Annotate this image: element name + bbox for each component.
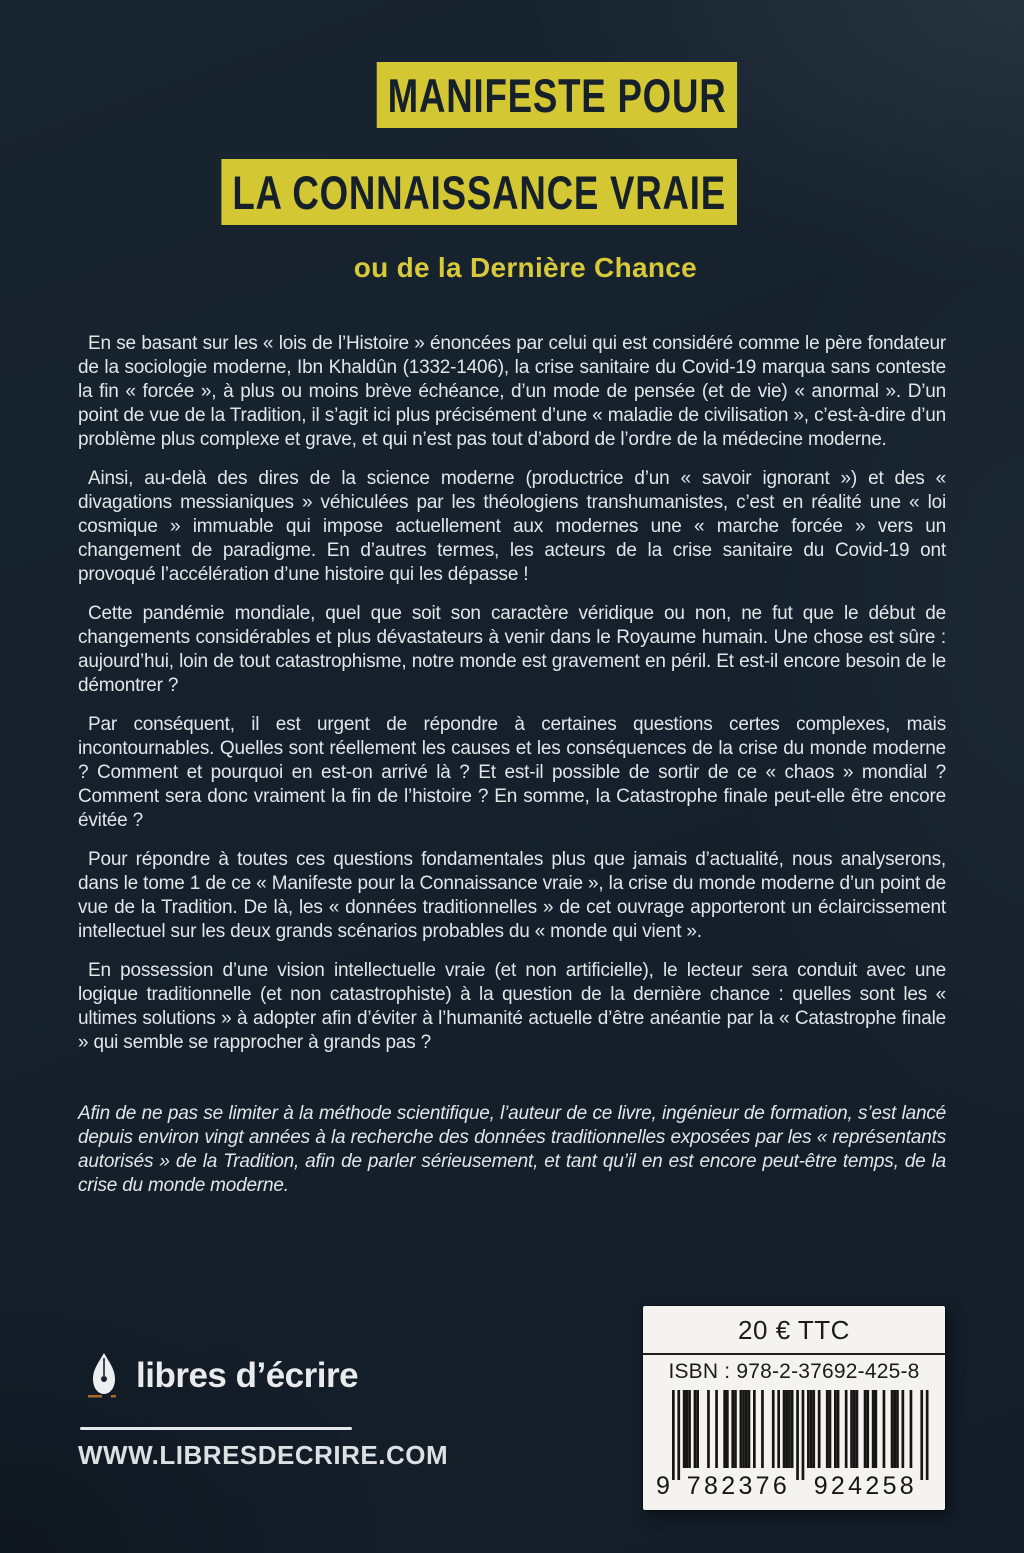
blurb-paragraph: Ainsi, au-delà des dires de la science moderne (productrice d’un « savoir ignorant ») et des « divagations messianiques » véhiculées par les théologiens transhumanistes, c’est en réalité une « loi cosmique » immuable qui impose actuellement aux modernes une « marche forcée » vers un changement de paradigme. En d’autres termes, les acteurs de la crise sanitaire du Covid-19 ont provoqué l’accélération d’une histoire qui les dépasse ! xyxy=(78,468,946,585)
title-block xyxy=(76,62,737,225)
title-line-2: LA CONNAISSANCE VRAIE xyxy=(221,159,737,225)
svg-text:9: 9 xyxy=(655,1472,670,1500)
blurb-paragraph: En se basant sur les « lois de l’Histoire » énoncées par celui qui est considéré comme le père fondateur de la sociologie moderne, Ibn Khaldûn (1332-1406), la crise sanitaire du Covid-19 marqua sans conteste la fin « forcée », à plus ou moins brève échéance, d’un mode de pensée (et de vie) « anormal ». D’un point de vue de la Tradition, il s’agit ici plus précisément d’une « maladie de civilisation », c’est-à-dire d’un problème plus complexe et grave, et qui n’est pas tout d’abord de l’ordre de la médecine moderne. xyxy=(78,333,946,450)
publisher-logo xyxy=(84,1352,358,1400)
blurb-text xyxy=(78,332,946,1198)
logo-divider xyxy=(80,1427,352,1430)
blurb-paragraph: Pour répondre à toutes ces questions fondamentales plus que jamais d’actualité, nous analyserons, dans le tome 1 de ce « Manifeste pour la Connaissance vraie », la crise du monde moderne d’un point de vue de la Tradition. De là, les « données traditionnelles » de cet ouvrage apporteront un éclaircissement intellectuel sur les deux grands scénarios probables du « monde qui vient ». xyxy=(78,849,946,942)
publisher-website: WWW.LIBRESDECRIRE.COM xyxy=(78,1440,449,1470)
svg-text:782376: 782376 xyxy=(686,1472,787,1500)
title-line-1: MANIFESTE POUR xyxy=(376,62,737,128)
author-note: Afin de ne pas se limiter à la méthode scientifique, l’auteur de ce livre, ingénieur de formation, s’est lancé depuis environ vingt années à la recherche des données traditionnelles exposées par les « représentants autorisés » de la Tradition, afin de parler sérieusement, et tant qu’il en est encore peut-être temps, de la crise du monde moderne. xyxy=(78,1103,946,1196)
price-divider xyxy=(643,1353,945,1355)
ean-barcode xyxy=(643,1390,945,1500)
price: 20 € TTC xyxy=(738,1315,850,1345)
svg-text:924258: 924258 xyxy=(813,1472,914,1500)
barcode-box xyxy=(643,1306,945,1510)
publisher-name: libres d’écrire xyxy=(136,1356,359,1395)
blurb-paragraph: Cette pandémie mondiale, quel que soit son caractère véridique ou non, ne fut que le début de changements considérables et plus dévastateurs à venir dans le Royaume humain. Une chose est sûre : aujourd’hui, loin de tout catastrophisme, notre monde est gravement en péril. Et est-il encore besoin de le démontrer ? xyxy=(78,603,946,696)
blurb-paragraph: En possession d’une vision intellectuelle vraie (et non artificielle), le lecteur sera conduit avec une logique traditionnelle (et non catastrophiste) à la question de la dernière chance : quelles sont les « ultimes solutions » à adopter afin d’éviter à l’humanité actuelle d’être anéantie par la « Catastrophe finale » qui semble se rapprocher à grands pas ? xyxy=(78,960,946,1053)
blurb-paragraph: Par conséquent, il est urgent de répondre à certaines questions certes complexes, mais incontournables. Quelles sont réellement les causes et les conséquences de la crise du monde moderne ? Comment et pourquoi en est-on arrivé là ? Et est-il possible de sortir de ce « chaos » mondial ? Comment sera donc vraiment la fin de l’histoire ? En somme, la Catastrophe finale peut-elle être encore évitée ? xyxy=(78,714,946,831)
pen-nib-icon xyxy=(84,1352,124,1400)
subtitle: ou de la Dernière Chance xyxy=(353,252,697,283)
isbn-label: ISBN : 978-2-37692-425-8 xyxy=(668,1360,920,1383)
